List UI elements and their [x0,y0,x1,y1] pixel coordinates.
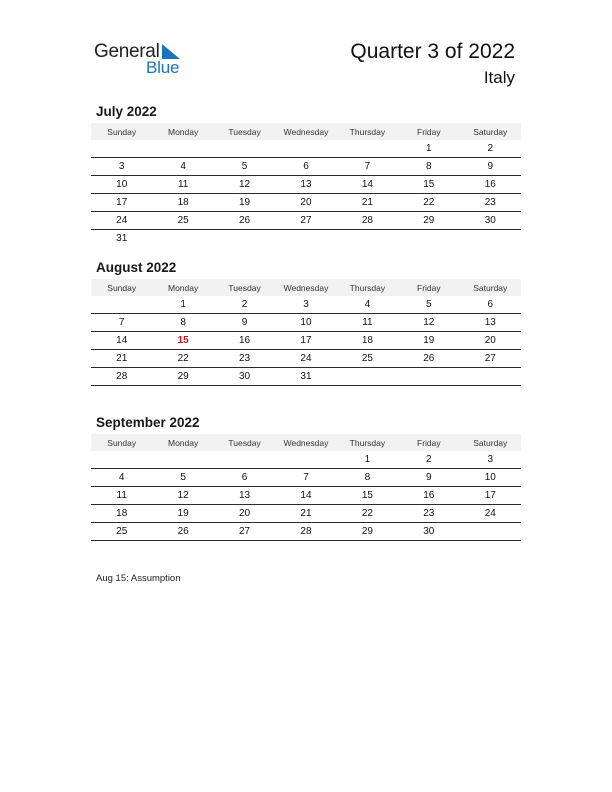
weekday-header: Friday [398,123,459,140]
day-cell: 3 [275,296,336,314]
calendar-grid [91,279,521,386]
day-cell [460,523,521,541]
day-cell: 2 [214,296,275,314]
weekday-header: Wednesday [275,279,336,296]
day-cell: 17 [91,194,152,212]
week-row [91,158,521,176]
week-row [91,523,521,541]
day-cell [337,368,398,386]
day-cell [460,230,521,248]
day-cell: 16 [398,487,459,505]
day-cell [275,230,336,248]
day-cell: 5 [214,158,275,176]
day-cell: 9 [398,469,459,487]
day-cell: 19 [152,505,213,523]
holiday-note: Aug 15: Assumption [96,573,181,584]
week-row [91,194,521,212]
day-cell: 6 [275,158,336,176]
day-cell: 5 [152,469,213,487]
weekday-header: Monday [152,279,213,296]
day-cell: 21 [337,194,398,212]
day-cell [214,451,275,469]
day-cell: 9 [214,314,275,332]
week-row [91,368,521,386]
day-cell: 22 [337,505,398,523]
week-row [91,487,521,505]
day-cell: 20 [460,332,521,350]
day-cell: 20 [275,194,336,212]
day-cell: 29 [398,212,459,230]
day-cell: 26 [152,523,213,541]
day-cell [337,140,398,158]
day-cell: 4 [91,469,152,487]
weekday-header: Wednesday [275,434,336,451]
country-name: Italy [483,68,515,87]
day-cell: 11 [91,487,152,505]
month-title: September 2022 [96,415,200,430]
month-september [91,415,521,541]
day-cell: 30 [214,368,275,386]
day-cell: 7 [91,314,152,332]
generalblue-logo [94,40,194,80]
weekday-header: Sunday [91,123,152,140]
day-cell: 27 [275,212,336,230]
weekday-header: Tuesday [214,279,275,296]
weekday-header: Tuesday [214,123,275,140]
day-cell: 3 [460,451,521,469]
day-cell: 24 [91,212,152,230]
weekday-header: Friday [398,279,459,296]
day-cell: 25 [91,523,152,541]
day-cell: 28 [275,523,336,541]
calendar-grid [91,123,521,247]
day-cell: 5 [398,296,459,314]
day-cell: 26 [214,212,275,230]
day-cell: 30 [398,523,459,541]
month-title: August 2022 [96,260,177,275]
weekday-header: Thursday [337,434,398,451]
weekday-header: Saturday [460,279,521,296]
weekday-header: Friday [398,434,459,451]
day-cell: 21 [275,505,336,523]
day-cell [152,140,213,158]
day-cell: 19 [214,194,275,212]
weekday-header: Monday [152,123,213,140]
day-cell: 9 [460,158,521,176]
day-cell: 12 [398,314,459,332]
day-cell: 14 [337,176,398,194]
day-cell: 2 [398,451,459,469]
day-cell: 19 [398,332,459,350]
week-row [91,296,521,314]
day-cell: 26 [398,350,459,368]
day-cell: 23 [398,505,459,523]
holiday-day-cell: 15 [152,332,213,350]
day-cell: 6 [460,296,521,314]
week-row [91,314,521,332]
week-row [91,469,521,487]
day-cell: 13 [214,487,275,505]
day-cell [337,230,398,248]
logo-word-general: General [94,41,160,62]
month-title: July 2022 [96,104,157,119]
day-cell: 11 [337,314,398,332]
day-cell: 31 [116,233,128,244]
day-cell: 30 [460,212,521,230]
day-cell: 1 [398,140,459,158]
week-row [91,212,521,230]
day-cell: 22 [152,350,213,368]
day-cell: 16 [214,332,275,350]
day-cell [214,230,275,248]
day-cell: 14 [91,332,152,350]
day-cell: 1 [337,451,398,469]
day-cell: 15 [337,487,398,505]
day-cell: 28 [91,368,152,386]
day-cell: 12 [214,176,275,194]
day-cell: 10 [91,176,152,194]
weekday-header: Wednesday [275,123,336,140]
day-cell: 24 [275,350,336,368]
day-cell: 12 [152,487,213,505]
day-cell: 2 [460,140,521,158]
weekday-header: Saturday [460,123,521,140]
week-row [91,176,521,194]
day-cell: 7 [337,158,398,176]
day-cell: 18 [337,332,398,350]
day-cell: 31 [275,368,336,386]
logo-word-blue: Blue [146,58,180,77]
day-cell: 6 [214,469,275,487]
weekday-header: Tuesday [214,434,275,451]
day-cell [460,368,521,386]
day-cell: 17 [275,332,336,350]
day-cell: 27 [214,523,275,541]
calendar-grid [91,434,521,541]
month-august [91,260,521,386]
week-row [91,350,521,368]
day-cell: 3 [91,158,152,176]
week-row [91,140,521,158]
day-cell [275,451,336,469]
day-cell [398,368,459,386]
day-cell: 14 [275,487,336,505]
week-row [91,230,521,248]
weekday-header: Sunday [91,434,152,451]
day-cell: 8 [337,469,398,487]
day-cell: 7 [275,469,336,487]
day-cell: 17 [460,487,521,505]
day-cell: 29 [152,368,213,386]
day-cell: 25 [152,212,213,230]
day-cell: 25 [337,350,398,368]
week-row [91,505,521,523]
week-row [91,451,521,469]
day-cell: 4 [152,158,213,176]
day-cell: 24 [460,505,521,523]
day-cell: 28 [337,212,398,230]
day-cell: 20 [214,505,275,523]
day-cell: 10 [460,469,521,487]
day-cell: 10 [275,314,336,332]
day-cell: 13 [275,176,336,194]
day-cell: 23 [460,194,521,212]
day-cell [91,140,152,158]
weekday-header: Thursday [337,123,398,140]
day-cell [398,230,459,248]
day-cell: 1 [152,296,213,314]
day-cell: 29 [337,523,398,541]
day-cell [152,230,213,248]
day-cell [275,140,336,158]
day-cell: 11 [152,176,213,194]
day-cell: 13 [460,314,521,332]
day-cell: 18 [152,194,213,212]
day-cell [91,451,152,469]
day-cell [91,296,152,314]
page-title: Quarter 3 of 2022 [350,40,515,63]
day-cell [214,140,275,158]
month-july [91,104,521,247]
weekday-header: Sunday [91,279,152,296]
day-cell: 23 [214,350,275,368]
day-cell: 8 [398,158,459,176]
day-cell: 4 [337,296,398,314]
day-cell: 22 [398,194,459,212]
day-cell: 27 [460,350,521,368]
week-row [91,332,521,350]
weekday-header: Saturday [460,434,521,451]
day-cell: 15 [398,176,459,194]
weekday-header: Monday [152,434,213,451]
day-cell: 16 [460,176,521,194]
day-cell [152,451,213,469]
day-cell: 18 [91,505,152,523]
day-cell: 8 [152,314,213,332]
day-cell: 21 [91,350,152,368]
weekday-header: Thursday [337,279,398,296]
